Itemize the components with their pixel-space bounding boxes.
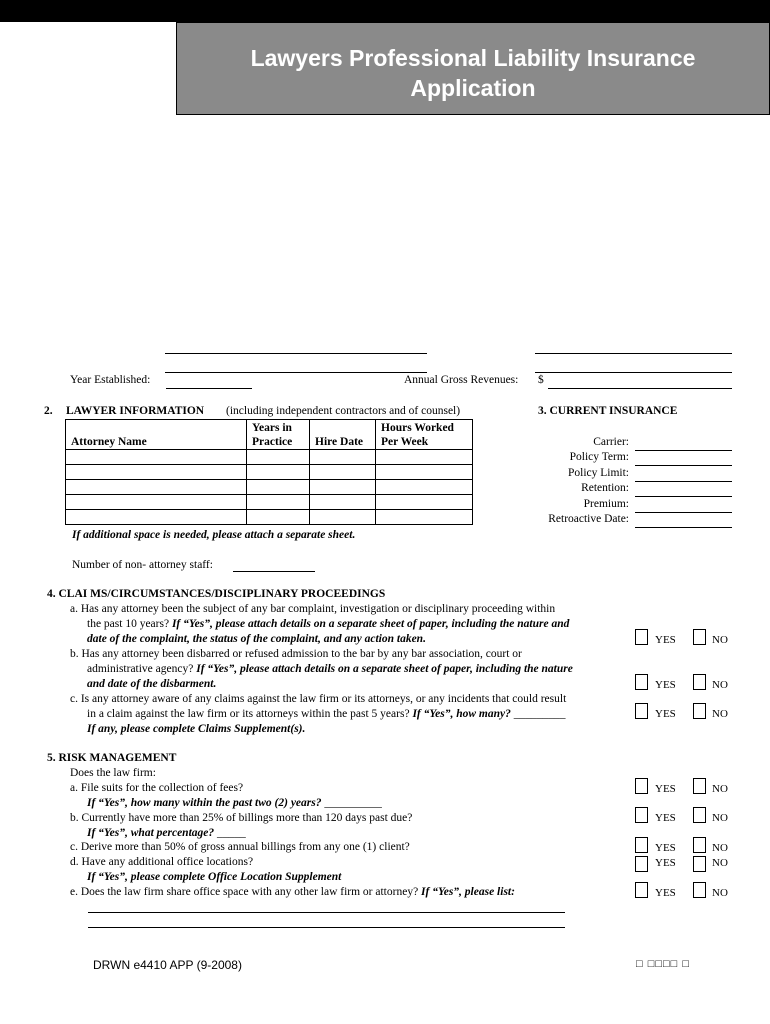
no-label: NO [712, 812, 728, 824]
policy-limit-label: Policy Limit: [567, 467, 629, 479]
staff-field[interactable] [233, 571, 315, 572]
policy-limit-field[interactable] [635, 481, 732, 482]
q5c-line1: c. Derive more than 50% of gross annual billings from any one (1) client? [70, 841, 410, 853]
no-label: NO [712, 634, 728, 646]
premium-label: Premium: [583, 498, 629, 510]
q5e-list-line-1[interactable] [88, 912, 565, 913]
q5d-line1: d. Have any additional office locations? [70, 856, 254, 868]
q4c-line3: If any, please complete Claims Supplement(s). [87, 723, 306, 735]
top-bar [0, 0, 770, 22]
carrier-field[interactable] [635, 450, 732, 451]
table-row[interactable] [66, 450, 473, 465]
table-row[interactable] [66, 480, 473, 495]
q5b-no-checkbox[interactable] [693, 807, 706, 823]
q5b-line2: If “Yes”, what percentage? _____ [87, 827, 246, 839]
q4a-line3: date of the complaint, the status of the complaint, and any action taken. [87, 633, 426, 645]
q5c-no-checkbox[interactable] [693, 837, 706, 853]
yes-label: YES [655, 679, 676, 691]
q4a-line2: the past 10 years? If “Yes”, please attach details on a separate sheet of paper, including the nature and [87, 618, 570, 630]
blank-field-line[interactable] [535, 353, 732, 354]
staff-label: Number of non- attorney staff: [72, 559, 213, 571]
table-header-row [66, 420, 473, 450]
section2-heading: LAWYER INFORMATION [66, 405, 205, 417]
yes-label: YES [655, 842, 676, 854]
title-line-2: Application [410, 75, 536, 101]
no-label: NO [712, 679, 728, 691]
no-label: NO [712, 783, 728, 795]
q4b-line2: administrative agency? If “Yes”, please attach details on a separate sheet of paper, including the nature [87, 663, 573, 675]
address-field-line[interactable] [165, 372, 427, 373]
section5-heading: 5. RISK MANAGEMENT [47, 752, 177, 764]
title-banner [176, 22, 770, 115]
retention-label: Retention: [581, 482, 629, 494]
no-label: NO [712, 842, 728, 854]
section5-intro: Does the law firm: [70, 767, 156, 779]
yes-label: YES [655, 887, 676, 899]
q4c-yes-checkbox[interactable] [635, 703, 648, 719]
q4c-no-checkbox[interactable] [693, 703, 706, 719]
revenues-field[interactable] [548, 388, 732, 389]
retroactive-date-label: Retroactive Date: [548, 513, 629, 525]
q4b-no-checkbox[interactable] [693, 674, 706, 690]
section2-heading-note: (including independent contractors and of counsel) [226, 405, 461, 417]
table-row[interactable] [66, 495, 473, 510]
q5d-no-checkbox[interactable] [693, 856, 706, 872]
table-row[interactable] [66, 465, 473, 480]
q5d-line2: If “Yes”, please complete Office Location Supplement [87, 871, 342, 883]
col-hours-worked: Hours Worked Per Week [376, 420, 473, 450]
section4-heading: 4. CLAI MS/CIRCUMSTANCES/DISCIPLINARY PROCEEDINGS [47, 588, 386, 600]
q5e-no-checkbox[interactable] [693, 882, 706, 898]
title-line-1: Lawyers Professional Liability Insurance [250, 45, 696, 71]
col-years-in-practice: Years in Practice [247, 420, 310, 450]
q4b-yes-checkbox[interactable] [635, 674, 648, 690]
retention-field[interactable] [635, 496, 732, 497]
table-row[interactable] [66, 510, 473, 525]
q4b-line3: and date of the disbarment. [87, 678, 217, 690]
yes-label: YES [655, 783, 676, 795]
q5a-line2: If “Yes”, how many within the past two (2) years? __________ [87, 797, 382, 809]
q5b-line1: b. Currently have more than 25% of billings more than 120 days past due? [70, 812, 413, 824]
no-label: NO [712, 857, 728, 869]
q5e-line1: e. Does the law firm share office space with any other law firm or attorney? If “Yes”, please list: [70, 886, 515, 898]
q4a-yes-checkbox[interactable] [635, 629, 648, 645]
year-established-label: Year Established: [70, 374, 151, 386]
q4c-line1: c. Is any attorney aware of any claims against the law firm or its attorneys, or any incidents that could result [70, 693, 567, 705]
q4b-line1: b. Has any attorney been disbarred or refused admission to the bar by any bar association, court or [70, 648, 522, 660]
q5b-yes-checkbox[interactable] [635, 807, 648, 823]
no-label: NO [712, 887, 728, 899]
q4a-no-checkbox[interactable] [693, 629, 706, 645]
q5c-yes-checkbox[interactable] [635, 837, 648, 853]
q5a-yes-checkbox[interactable] [635, 778, 648, 794]
q5e-list-line-2[interactable] [88, 927, 565, 928]
policy-term-label: Policy Term: [569, 451, 629, 463]
col-hire-date: Hire Date [310, 420, 376, 450]
policy-term-field[interactable] [635, 465, 732, 466]
form-id: DRWN e4410 APP (9-2008) [93, 958, 242, 972]
carrier-label: Carrier: [593, 436, 629, 448]
blank-field-line[interactable] [535, 372, 732, 373]
retroactive-date-field[interactable] [635, 527, 732, 528]
additional-space-note: If additional space is needed, please attach a separate sheet. [72, 529, 356, 541]
revenues-currency: $ [538, 374, 544, 386]
page-number-glyphs: □ □□□□ □ [636, 958, 690, 970]
q5a-line1: a. File suits for the collection of fees? [70, 782, 244, 794]
section2-number: 2. [44, 405, 53, 417]
lawyer-table [65, 419, 473, 525]
q5d-yes-checkbox[interactable] [635, 856, 648, 872]
col-attorney-name: Attorney Name [66, 420, 247, 450]
yes-label: YES [655, 812, 676, 824]
yes-label: YES [655, 857, 676, 869]
year-established-field[interactable] [166, 388, 252, 389]
name-field-line[interactable] [165, 353, 427, 354]
q4c-line2: in a claim against the law firm or its attorneys within the past 5 years? If “Yes”, how many? _________ [87, 708, 566, 720]
revenues-label: Annual Gross Revenues: [404, 374, 519, 386]
yes-label: YES [655, 708, 676, 720]
yes-label: YES [655, 634, 676, 646]
q5e-yes-checkbox[interactable] [635, 882, 648, 898]
premium-field[interactable] [635, 512, 732, 513]
q5a-no-checkbox[interactable] [693, 778, 706, 794]
section3-heading: 3. CURRENT INSURANCE [538, 405, 678, 417]
q4a-line1: a. Has any attorney been the subject of any bar complaint, investigation or disciplinary proceeding within [70, 603, 556, 615]
no-label: NO [712, 708, 728, 720]
